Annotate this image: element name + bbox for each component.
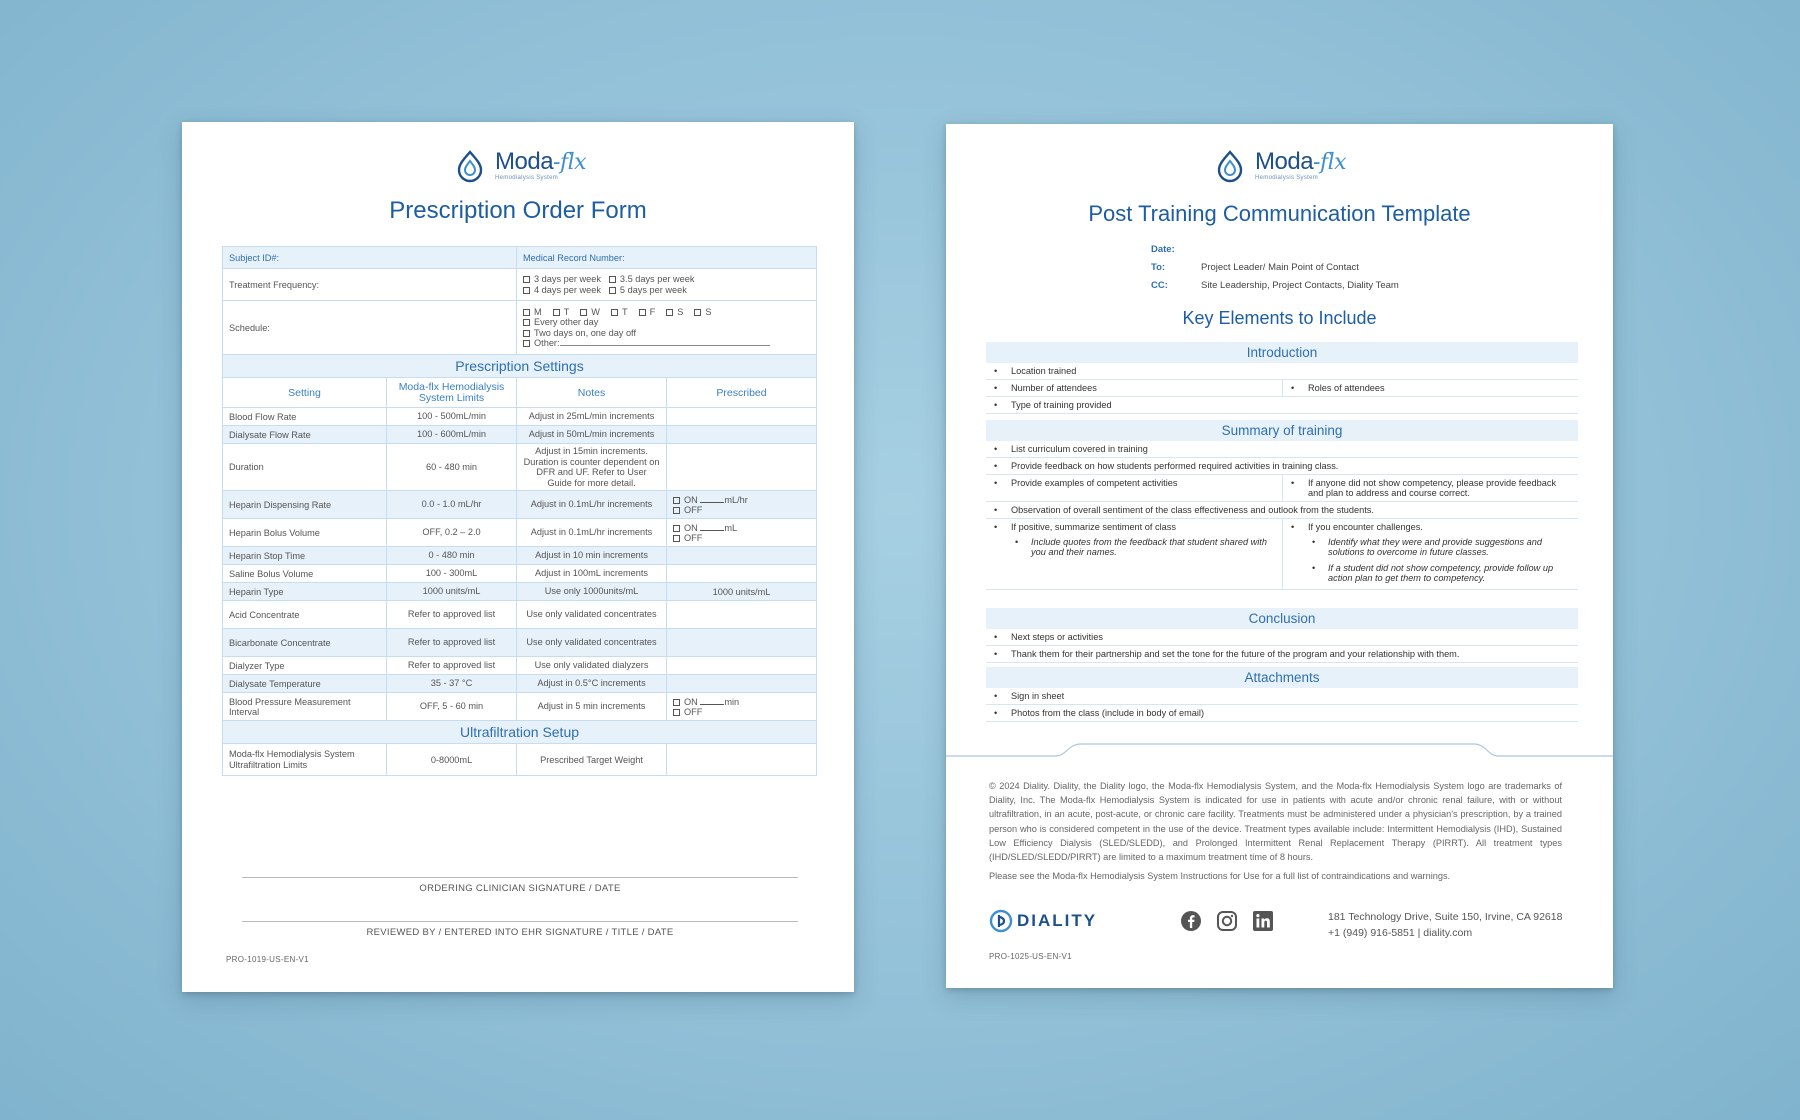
memo-label: CC:	[1151, 279, 1168, 291]
freq-4-checkbox[interactable]: 4 days per week	[523, 285, 601, 296]
table-row	[223, 629, 817, 657]
uf-prescribed-field[interactable]	[667, 744, 817, 776]
prescribed-field[interactable]	[667, 675, 817, 693]
reviewer-signature-line[interactable]: REVIEWED BY / ENTERED INTO EHR SIGNATURE / TITLE / DATE	[242, 921, 798, 938]
table-row	[223, 601, 817, 629]
list-item: • Sign in sheet	[986, 688, 1578, 704]
section-heading: Introduction	[986, 342, 1578, 363]
contact-address	[1328, 909, 1562, 941]
table-row	[223, 444, 817, 491]
conclusion-section	[986, 608, 1578, 663]
diality-logo	[989, 909, 1097, 933]
limits-cell: 100 - 500mL/min	[387, 408, 517, 426]
phone-website: +1 (949) 916-5851 | diality.com	[1328, 927, 1473, 939]
every-other-day-checkbox[interactable]: Every other day	[523, 317, 598, 328]
prescribed-field[interactable]	[667, 444, 817, 491]
list-item: • Provide examples of competent activities	[986, 475, 1282, 501]
col-setting: Setting	[223, 378, 387, 408]
freq-3-checkbox[interactable]: 3 days per week	[523, 274, 601, 285]
table-row	[223, 583, 817, 601]
setting-cell: Acid Concentrate	[223, 601, 387, 629]
setting-cell: Heparin Bolus Volume	[223, 519, 387, 547]
notes-cell: Adjust in 50mL/min increments	[517, 426, 667, 444]
list-item: • Location trained	[986, 363, 1578, 379]
notes-cell: Use only 1000units/mL	[517, 583, 667, 601]
notes-cell: Use only validated dialyzers	[517, 657, 667, 675]
memo-label: To:	[1151, 261, 1166, 273]
list-item: • List curriculum covered in training	[986, 441, 1578, 457]
day-checkbox[interactable]: M	[523, 307, 542, 318]
setting-cell: Heparin Stop Time	[223, 547, 387, 565]
mrn-field[interactable]: Medical Record Number:	[517, 247, 817, 269]
setting-cell: Bicarbonate Concentrate	[223, 629, 387, 657]
on-checkbox[interactable]: ON mL/hr	[673, 495, 748, 505]
table-row	[223, 491, 817, 519]
list-item: • If positive, summarize sentiment of class • Include quotes from the feedback that student shared with you and their names.	[986, 519, 1282, 589]
schedule-days	[523, 307, 711, 317]
freq-5-checkbox[interactable]: 5 days per week	[609, 285, 687, 296]
uf-setting: Moda-flx Hemodialysis System Ultrafiltration Limits	[223, 744, 387, 776]
drop-logo-icon	[450, 146, 490, 184]
uf-limits: 0-8000mL	[387, 744, 517, 776]
clinician-signature-line[interactable]: ORDERING CLINICIAN SIGNATURE / DATE	[242, 877, 798, 894]
diality-wordmark: DIALITY	[1017, 911, 1098, 930]
document-id: PRO-1019-US-EN-V1	[226, 955, 309, 964]
off-checkbox[interactable]: OFF	[673, 533, 702, 543]
notes-cell: Adjust in 0.1mL/hr increments	[517, 519, 667, 547]
treatment-frequency-label: Treatment Frequency:	[223, 269, 517, 301]
memo-label: Date:	[1151, 243, 1175, 255]
day-checkbox[interactable]: T	[553, 307, 570, 318]
prescribed-field[interactable]	[667, 547, 817, 565]
freq-3-5-checkbox[interactable]: 3.5 days per week	[609, 274, 695, 285]
notes-cell: Adjust in 10 min increments	[517, 547, 667, 565]
legal-warning: Please see the Moda-flx Hemodialysis System Instructions for Use for a full list of contraindications and warnings.	[989, 871, 1451, 881]
rx-settings-heading: Prescription Settings	[223, 355, 817, 378]
day-checkbox[interactable]: F	[639, 307, 656, 318]
limits-cell: Refer to approved list	[387, 601, 517, 629]
col-prescribed: Prescribed	[667, 378, 817, 408]
limits-cell: Refer to approved list	[387, 629, 517, 657]
setting-cell: Duration	[223, 444, 387, 491]
uf-notes: Prescribed Target Weight	[517, 744, 667, 776]
prescribed-field[interactable]	[667, 629, 817, 657]
legal-text: © 2024 Diality. Diality, the Diality logo, the Moda-flx Hemodialysis System, and the Moda-flx Hemodialysis System logo are trademarks of Diality, Inc. The Moda-flx Hemodialysis System is indicated for use in patients with acute and/or chronic renal failure, with or without ultrafiltration, in an acute, post-acute, or chronic care facility. Treatments must be administered under a physician's prescription, by a trained person who is considered competent in the use of the device. Treatment types available include: Intermittent Hemodialysis (IHD), Sustained Low Efficiency Dialysis (SLED/SLEDD), and Prolonged Intermittent Renal Replacement Therapy (PIRRT). All treatment types (IHD/SLED/SLEDD/PIRRT) are limited to a maximum treatment time of 8 hours.	[989, 781, 1562, 863]
prescribed-field[interactable]	[667, 426, 817, 444]
limits-cell: 1000 units/mL	[387, 583, 517, 601]
social-links	[1180, 910, 1274, 932]
drop-logo-icon	[1210, 146, 1250, 184]
list-item: • Number of attendees	[986, 380, 1282, 396]
sub-list-item: • Include quotes from the feedback that student shared with you and their names.	[1011, 534, 1276, 560]
modaflx-logo: Moda-flx Hemodialysis System	[1210, 146, 1346, 184]
table-row	[223, 408, 817, 426]
prescription-table	[222, 246, 817, 776]
section-heading: Summary of training	[986, 420, 1578, 441]
page-title: Post Training Communication Template	[1088, 201, 1471, 226]
prescribed-field[interactable]: 1000 units/mL	[667, 583, 817, 601]
col-notes: Notes	[517, 378, 667, 408]
day-checkbox[interactable]: S	[666, 307, 683, 318]
setting-cell: Saline Bolus Volume	[223, 565, 387, 583]
prescription-order-form-page	[182, 122, 854, 992]
list-item: • If you encounter challenges. • Identify what they were and provide suggestions and solutions to overcome in future classes. • If a student did not show competency, provide follow up action plan to get them to competency.	[1282, 519, 1578, 589]
day-checkbox[interactable]: T	[611, 307, 628, 318]
notes-cell: Use only validated concentrates	[517, 629, 667, 657]
setting-cell: Heparin Dispensing Rate	[223, 491, 387, 519]
off-checkbox[interactable]: OFF	[673, 505, 702, 515]
uf-heading: Ultrafiltration Setup	[223, 721, 817, 744]
memo-value: Project Leader/ Main Point of Contact	[1201, 261, 1359, 273]
setting-cell: Dialyzer Type	[223, 657, 387, 675]
on-checkbox[interactable]: ON min	[673, 697, 739, 707]
table-row	[223, 565, 817, 583]
list-item: • Roles of attendees	[1282, 380, 1578, 396]
attachments-section	[986, 667, 1578, 722]
notes-cell: Adjust in 15min increments. Duration is counter dependent on DFR and UF. Refer to User Guide for more detail.	[517, 444, 667, 491]
key-elements-heading: Key Elements to Include	[1182, 308, 1377, 328]
list-item: • Type of training provided	[986, 397, 1578, 413]
prescribed-toggle[interactable]	[667, 491, 817, 519]
table-row	[223, 675, 817, 693]
facebook-icon[interactable]	[1180, 910, 1202, 932]
limits-cell: OFF, 5 - 60 min	[387, 693, 517, 721]
prescribed-field[interactable]	[667, 601, 817, 629]
instagram-icon[interactable]	[1216, 910, 1238, 932]
table-row	[223, 744, 817, 776]
table-row	[223, 426, 817, 444]
limits-cell: Refer to approved list	[387, 657, 517, 675]
list-item: • If anyone did not show competency, please provide feedback and plan to address and course correct.	[1282, 475, 1578, 501]
summary-section	[986, 420, 1578, 590]
sub-list-item: • If a student did not show competency, provide follow up action plan to get them to competency.	[1308, 560, 1572, 586]
introduction-section	[986, 342, 1578, 414]
subject-id-field[interactable]: Subject ID#:	[223, 247, 517, 269]
limits-cell: OFF, 0.2 – 2.0	[387, 519, 517, 547]
limits-cell: 100 - 600mL/min	[387, 426, 517, 444]
notes-cell: Adjust in 25mL/min increments	[517, 408, 667, 426]
memo-value: Site Leadership, Project Contacts, Diality Team	[1201, 279, 1399, 291]
day-checkbox[interactable]: S	[694, 307, 711, 318]
modaflx-logo: Moda-flx Hemodialysis System	[450, 146, 586, 184]
prescribed-field[interactable]	[667, 565, 817, 583]
prescribed-toggle[interactable]	[667, 519, 817, 547]
notes-cell: Adjust in 5 min increments	[517, 693, 667, 721]
limits-cell: 100 - 300mL	[387, 565, 517, 583]
table-row	[223, 657, 817, 675]
document-id: PRO-1025-US-EN-V1	[989, 952, 1072, 961]
section-heading: Attachments	[986, 667, 1578, 688]
setting-cell: Dialysate Flow Rate	[223, 426, 387, 444]
notes-cell: Adjust in 0.5°C increments	[517, 675, 667, 693]
table-row	[223, 519, 817, 547]
two-on-one-off-checkbox[interactable]: Two days on, one day off	[523, 328, 636, 339]
address-line: 181 Technology Drive, Suite 150, Irvine, CA 92618	[1328, 911, 1563, 923]
table-row	[223, 547, 817, 565]
footer-wave-divider	[946, 736, 1613, 760]
notes-cell: Use only validated concentrates	[517, 601, 667, 629]
list-item: • Thank them for their partnership and set the tone for the future of the program and your relationship with them.	[986, 646, 1578, 662]
setting-cell: Blood Flow Rate	[223, 408, 387, 426]
notes-cell: Adjust in 0.1mL/hr increments	[517, 491, 667, 519]
setting-cell: Heparin Type	[223, 583, 387, 601]
post-training-template-page	[946, 124, 1613, 988]
col-limits: Moda-flx Hemodialysis System Limits	[387, 378, 517, 408]
prescribed-toggle[interactable]	[667, 693, 817, 721]
page-title: Prescription Order Form	[389, 197, 647, 224]
notes-cell: Adjust in 100mL increments	[517, 565, 667, 583]
other-checkbox[interactable]: Other:	[523, 338, 770, 349]
linkedin-icon[interactable]	[1252, 910, 1274, 932]
schedule-label: Schedule:	[223, 301, 517, 355]
prescribed-field[interactable]	[667, 657, 817, 675]
list-item: • Provide feedback on how students performed required activities in training class.	[986, 458, 1578, 474]
limits-cell: 0.0 - 1.0 mL/hr	[387, 491, 517, 519]
list-item: • Observation of overall sentiment of the class effectiveness and outlook from the students.	[986, 502, 1578, 518]
limits-cell: 0 - 480 min	[387, 547, 517, 565]
memo-header	[1151, 240, 1399, 294]
table-row	[223, 693, 817, 721]
diality-mark-icon	[989, 909, 1013, 933]
sub-list-item: • Identify what they were and provide suggestions and solutions to overcome in future classes.	[1308, 534, 1572, 560]
on-checkbox[interactable]: ON mL	[673, 523, 737, 533]
prescribed-field[interactable]	[667, 408, 817, 426]
list-item: • Photos from the class (include in body of email)	[986, 705, 1578, 721]
setting-cell: Blood Pressure Measurement Interval	[223, 693, 387, 721]
limits-cell: 35 - 37 °C	[387, 675, 517, 693]
list-item: • Next steps or activities	[986, 629, 1578, 645]
setting-cell: Dialysate Temperature	[223, 675, 387, 693]
off-checkbox[interactable]: OFF	[673, 707, 702, 717]
day-checkbox[interactable]: W	[580, 307, 600, 318]
section-heading: Conclusion	[986, 608, 1578, 629]
limits-cell: 60 - 480 min	[387, 444, 517, 491]
